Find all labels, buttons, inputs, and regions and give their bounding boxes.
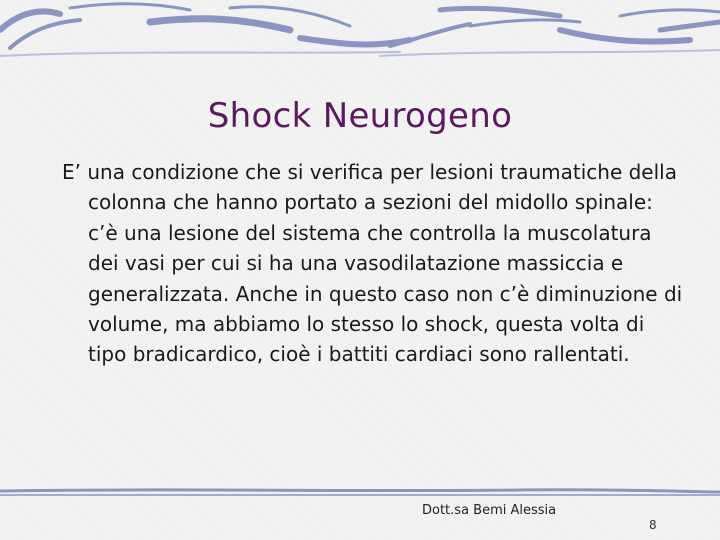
slide-title: Shock Neurogeno [207, 96, 513, 136]
footer-author: Dott.sa Bemi Alessia [422, 503, 557, 518]
slide-body-paragraph: E’ una condizione che si verifica per lesioni traumatiche della colonna che hanno portato a sezioni del midollo spinale: c’è una lesione del sistema che controlla la muscolatura dei vasi per cui si ha una vasodilatazione massiccia e generalizzata. Anche in questo caso non c’è diminuzione di volume, ma abbiamo lo stesso lo shock, questa volta di tipo bradicardico, cioè i battiti cardiaci sono rallentati. [62, 160, 683, 367]
decorative-brush-stroke-bottom [0, 482, 720, 502]
page-number: 8 [649, 518, 657, 532]
decorative-brush-strokes-top [0, 0, 720, 62]
